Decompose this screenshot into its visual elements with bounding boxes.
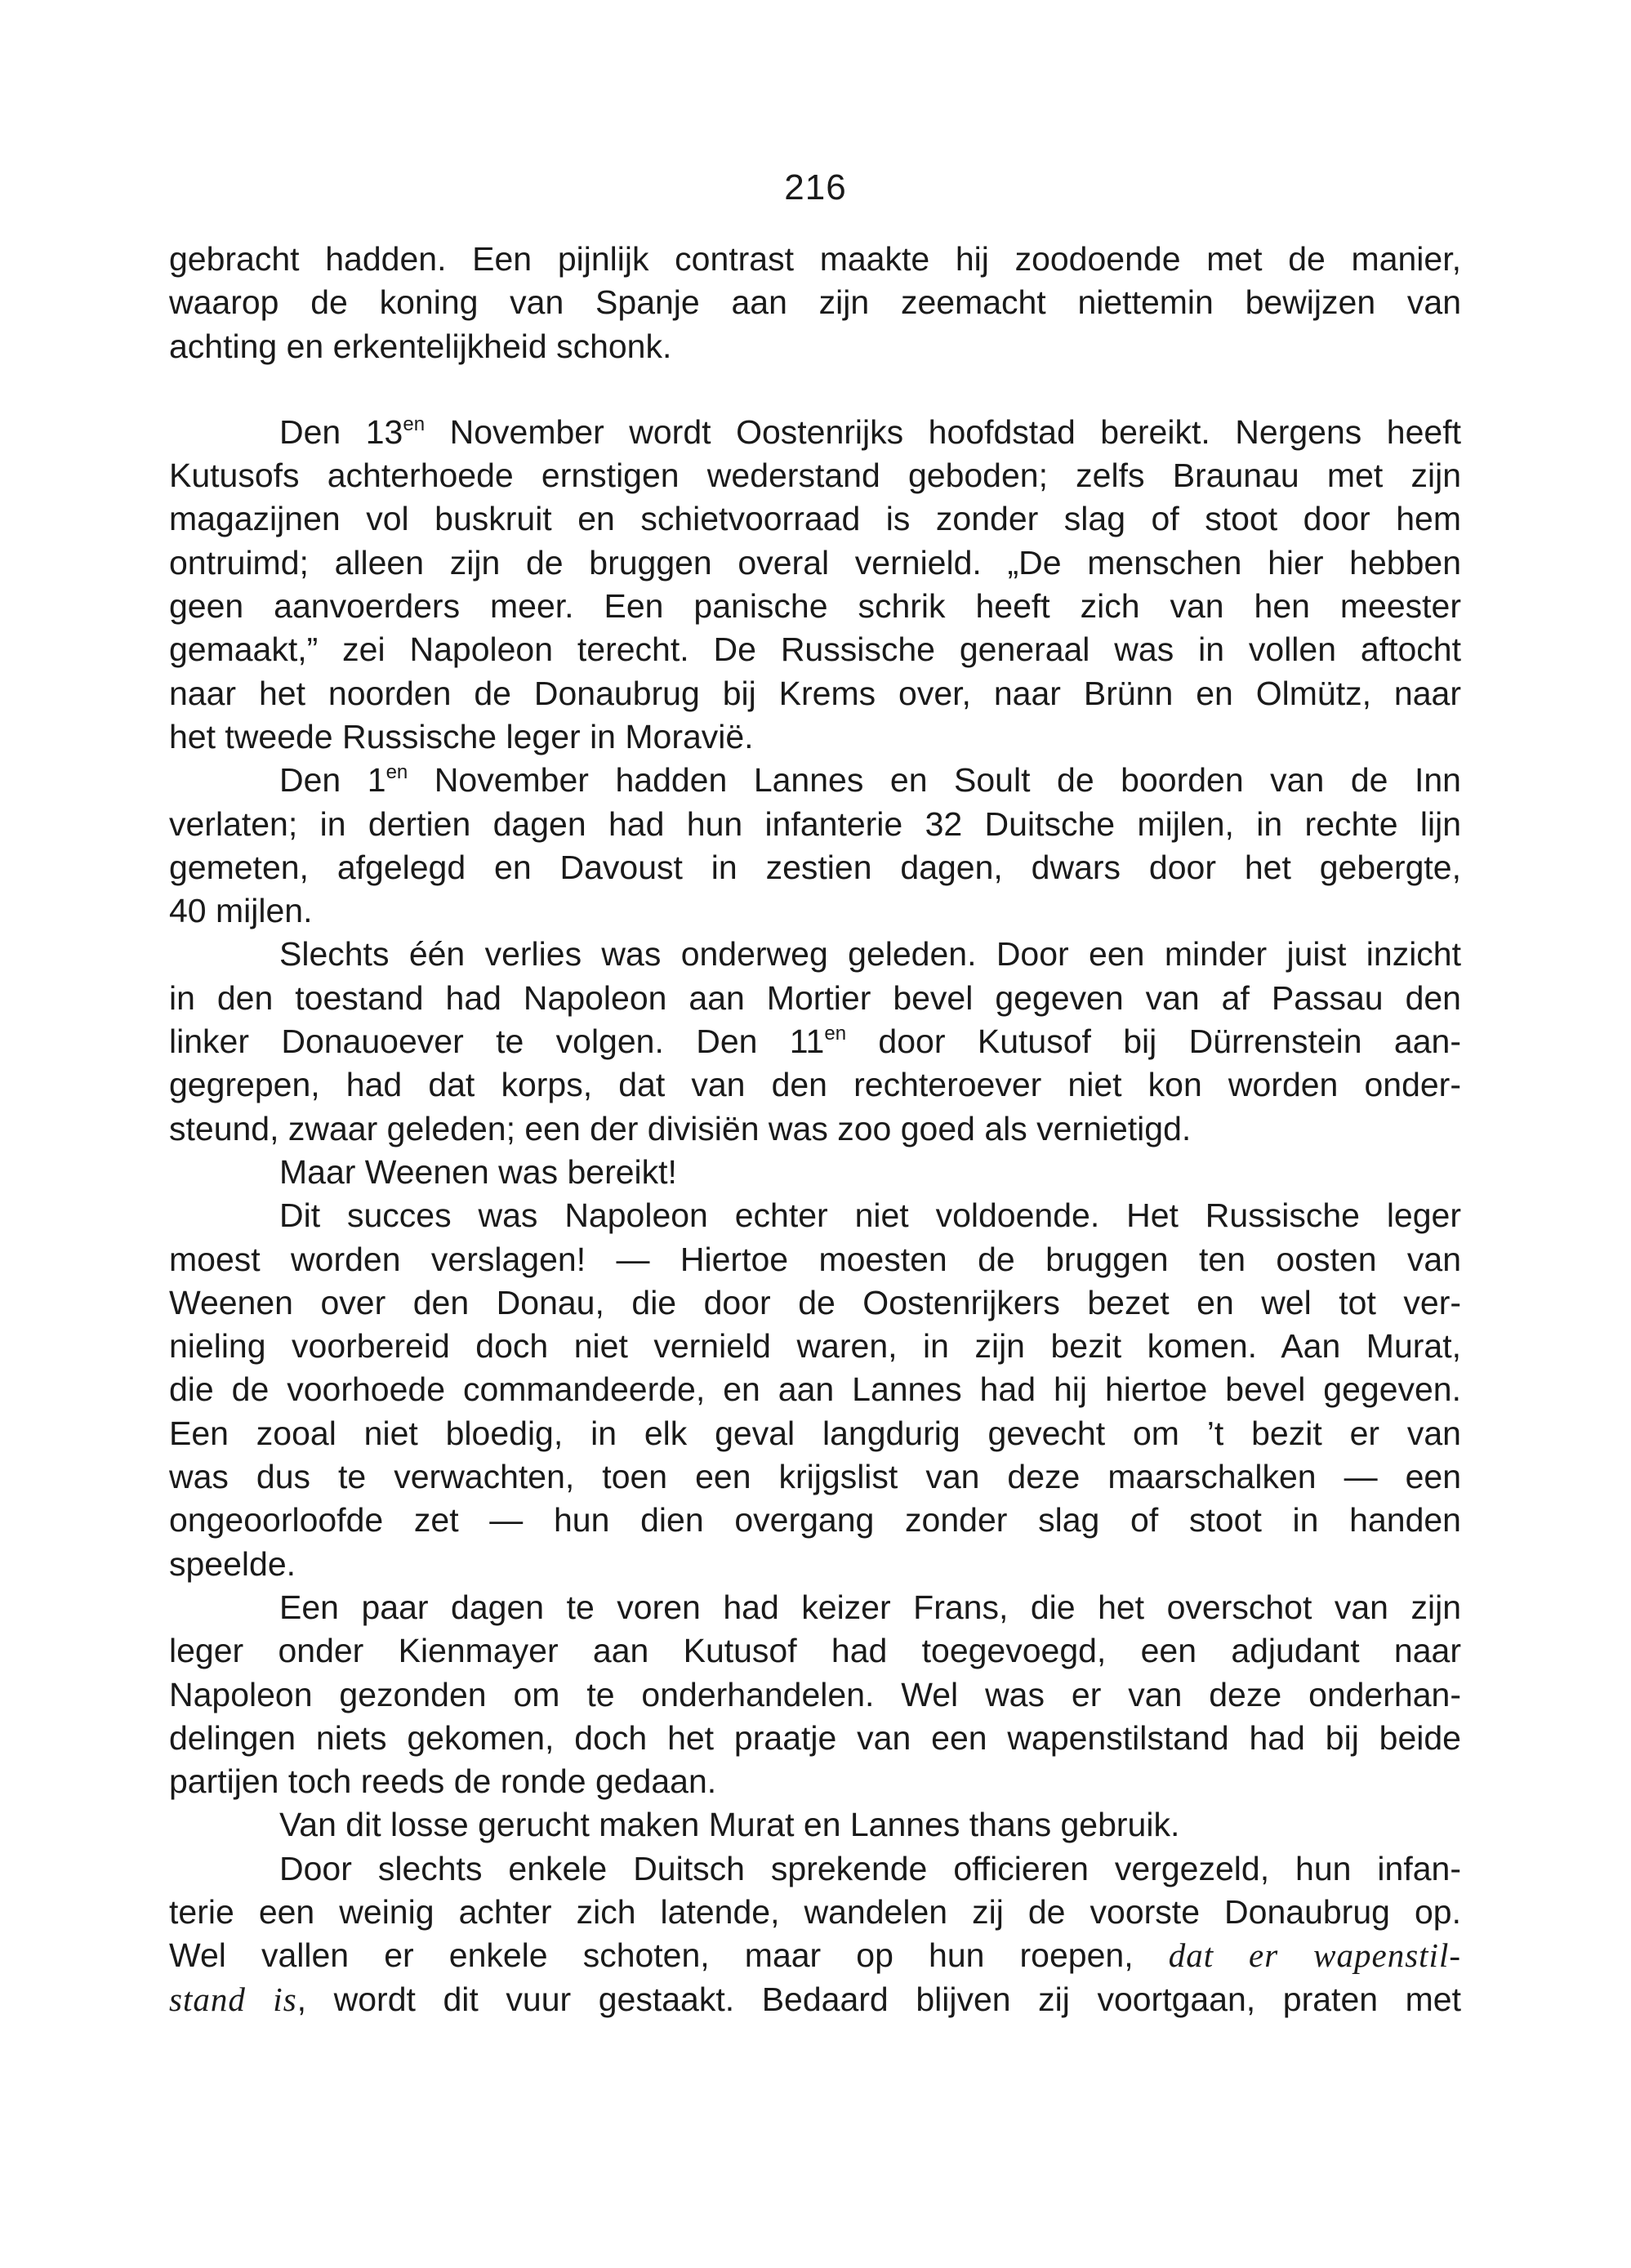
text-line: verlaten; in dertien dagen had hun infanterie 32 Duitsche mijlen, in rechte lijn — [169, 804, 1461, 843]
text-line: het tweede Russische leger in Moravië. — [169, 717, 754, 755]
text-line: ongeoorloofde zet — hun dien overgang zonder slag of stoot in handen — [169, 1501, 1461, 1539]
text-line: gegrepen, had dat korps, dat van den rechteroever niet kon worden onder- — [169, 1066, 1461, 1104]
text-line: Dit succes was Napoleon echter niet voldoende. Het Russische leger — [279, 1196, 1461, 1235]
text-line: stand is, wordt dit vuur gestaakt. Bedaard blijven zij voortgaan, praten met — [169, 1980, 1461, 2018]
text-line: was dus te verwachten, toen een krijgslist van deze maarschalken — een — [169, 1458, 1461, 1496]
text-line: naar het noorden de Donaubrug bij Krems over, naar Brünn en Olmütz, naar — [169, 674, 1461, 712]
page-number: 216 — [784, 167, 847, 207]
text-line: linker Donauoever te volgen. Den $11^{en}$ door Kutusof bij Dürrenstein aan- — [169, 1023, 1461, 1061]
text-line: Wel vallen er enkele schoten, maar op hun roepen, dat er wapenstil- — [169, 1936, 1461, 1975]
text-line: steund, zwaar geleden; een der divisiën was zoo goed als vernietigd. — [169, 1109, 1192, 1147]
text-line: gebracht hadden. Een pijnlijk contrast maakte hij zoodoende met de manier, — [169, 240, 1461, 278]
text-line: moest worden verslagen! — Hiertoe moesten de bruggen ten oosten van — [169, 1240, 1461, 1278]
italic-phrase: stand is — [169, 1980, 297, 2018]
text-line: die de voorhoede commandeerde, en aan Lannes had hij hiertoe bevel gegeven. — [169, 1370, 1461, 1409]
text-line: partijen toch reeds de ronde gedaan. — [169, 1762, 717, 1801]
text-line: Slechts één verlies was onderweg geleden. Door een minder juist inzicht — [279, 935, 1461, 974]
text-line: magazijnen vol buskruit en schietvoorraad is zonder slag of stoot door hem — [169, 500, 1461, 538]
text-line: gemeten, afgelegd en Davoust in zestien dagen, dwars door het gebergte, — [169, 848, 1461, 886]
text-line: Den $13^{en}$ November wordt Oostenrijks hoofdstad bereikt. Nergens heeft — [279, 412, 1461, 451]
text-line: terie een weinig achter zich latende, wandelen zij de voorste Donaubrug op. — [169, 1892, 1461, 1931]
text-line: nieling voorbereid doch niet vernield waren, in zijn bezit komen. Aan Murat, — [169, 1327, 1461, 1366]
text-line: Een paar dagen te voren had keizer Frans, die het overschot van zijn — [279, 1588, 1461, 1626]
body-text — [169, 238, 1461, 2021]
text-line: 40 mijlen. — [169, 892, 313, 930]
text-line: in den toestand had Napoleon aan Mortier bevel gegeven van af Passau den — [169, 978, 1461, 1017]
text-line: Door slechts enkele Duitsch sprekende officieren vergezeld, hun infan- — [279, 1849, 1461, 1887]
text-line: Maar Weenen was bereikt! — [279, 1152, 677, 1191]
text-line: Van dit losse gerucht maken Murat en Lannes thans gebruik. — [279, 1806, 1180, 1844]
text-line: Napoleon gezonden om te onderhandelen. Wel was er van deze onderhan- — [169, 1675, 1461, 1713]
text-line: waarop de koning van Spanje aan zijn zeemacht niettemin bewijzen van — [169, 283, 1461, 322]
text-line: delingen niets gekomen, doch het praatje van een wapenstilstand had bij beide — [169, 1718, 1461, 1757]
text-line: Een zooal niet bloedig, in elk geval langdurig gevecht om ’t bezit er van — [169, 1414, 1461, 1452]
text-line: gemaakt,” zei Napoleon terecht. De Russische generaal was in vollen aftocht — [169, 630, 1461, 669]
text-line: Kutusofs achterhoede ernstigen wederstand geboden; zelfs Braunau met zijn — [169, 457, 1461, 495]
text-line: achting en erkentelijkheid schonk. — [169, 327, 672, 365]
italic-phrase: dat er wapenstil- — [1168, 1936, 1461, 1975]
text-line: speelde. — [169, 1544, 296, 1583]
text-line: leger onder Kienmayer aan Kutusof had toegevoegd, een adjudant naar — [169, 1632, 1461, 1670]
paragraph-gap — [169, 368, 1461, 411]
text-line: Weenen over den Donau, die door de Oostenrijkers bezet en wel tot ver- — [169, 1283, 1461, 1321]
text-line: Den $1^{en}$ November hadden Lannes en Soult de boorden van de Inn — [279, 761, 1461, 800]
text-line: geen aanvoerders meer. Een panische schrik heeft zich van hen meester — [169, 587, 1461, 626]
text-line: ontruimd; alleen zijn de bruggen overal vernield. „De menschen hier hebben — [169, 543, 1461, 581]
